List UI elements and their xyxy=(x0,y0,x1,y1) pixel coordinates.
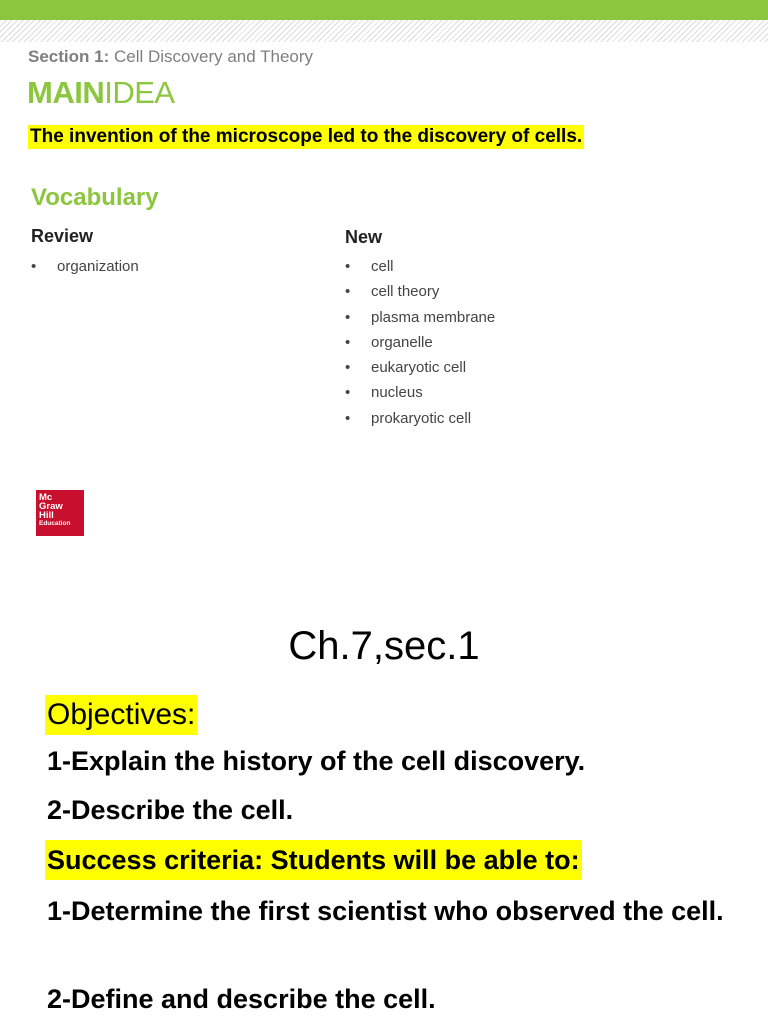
objective-item: 2-Describe the cell. xyxy=(47,795,294,825)
review-heading: Review xyxy=(31,226,94,246)
new-terms-list xyxy=(345,257,495,434)
logo-line: Hill xyxy=(39,510,54,521)
logo-line: Graw xyxy=(39,501,63,512)
bullet-icon: • xyxy=(31,258,37,275)
list-item: • nucleus xyxy=(345,384,423,402)
list-item: • prokaryotic cell xyxy=(345,409,472,427)
vocabulary-heading: Vocabulary xyxy=(31,184,159,211)
list-item: • plasma membrane xyxy=(345,308,496,326)
bullet-icon: • xyxy=(345,409,351,427)
section-heading xyxy=(28,47,313,67)
section-number: Section 1: xyxy=(28,47,110,66)
review-list xyxy=(31,257,139,282)
objective-item: 1-Explain the history of the cell discovery. xyxy=(47,746,586,776)
top-banner xyxy=(0,0,768,20)
bullet-icon: • xyxy=(345,384,351,402)
bullet-icon: • xyxy=(345,258,351,275)
list-item: • cell xyxy=(345,258,394,275)
logo-line: Education xyxy=(39,520,71,527)
bullet-icon: • xyxy=(345,333,351,351)
main-idea-statement: The invention of the microscope led to the discovery of cells. xyxy=(30,126,583,147)
main-idea-logo-strong: MAIN xyxy=(27,75,105,110)
list-item: • organelle xyxy=(345,333,433,351)
publisher-logo xyxy=(36,490,84,536)
objectives-label: Objectives: xyxy=(45,695,197,735)
bullet-icon: • xyxy=(345,359,351,377)
banner-hatch-pattern xyxy=(0,20,768,42)
criteria-item: 1-Determine the first scientist who observed the cell. xyxy=(47,896,724,926)
list-item: • eukaryotic cell xyxy=(345,359,467,377)
bullet-icon: • xyxy=(345,308,351,326)
section-title: Cell Discovery and Theory xyxy=(113,47,314,66)
main-idea-logo xyxy=(27,76,175,110)
chapter-title: Ch.7,sec.1 xyxy=(288,624,480,668)
list-item: • cell theory xyxy=(345,283,440,301)
criteria-item: 2-Define and describe the cell. xyxy=(47,984,436,1014)
logo-line: Mc xyxy=(39,492,53,503)
bullet-icon: • xyxy=(345,283,351,301)
list-item: • organization xyxy=(31,258,139,275)
main-idea-logo-light: IDEA xyxy=(104,75,175,110)
success-criteria-label: Success criteria: Students will be able to: xyxy=(45,840,582,880)
new-heading: New xyxy=(345,227,383,247)
